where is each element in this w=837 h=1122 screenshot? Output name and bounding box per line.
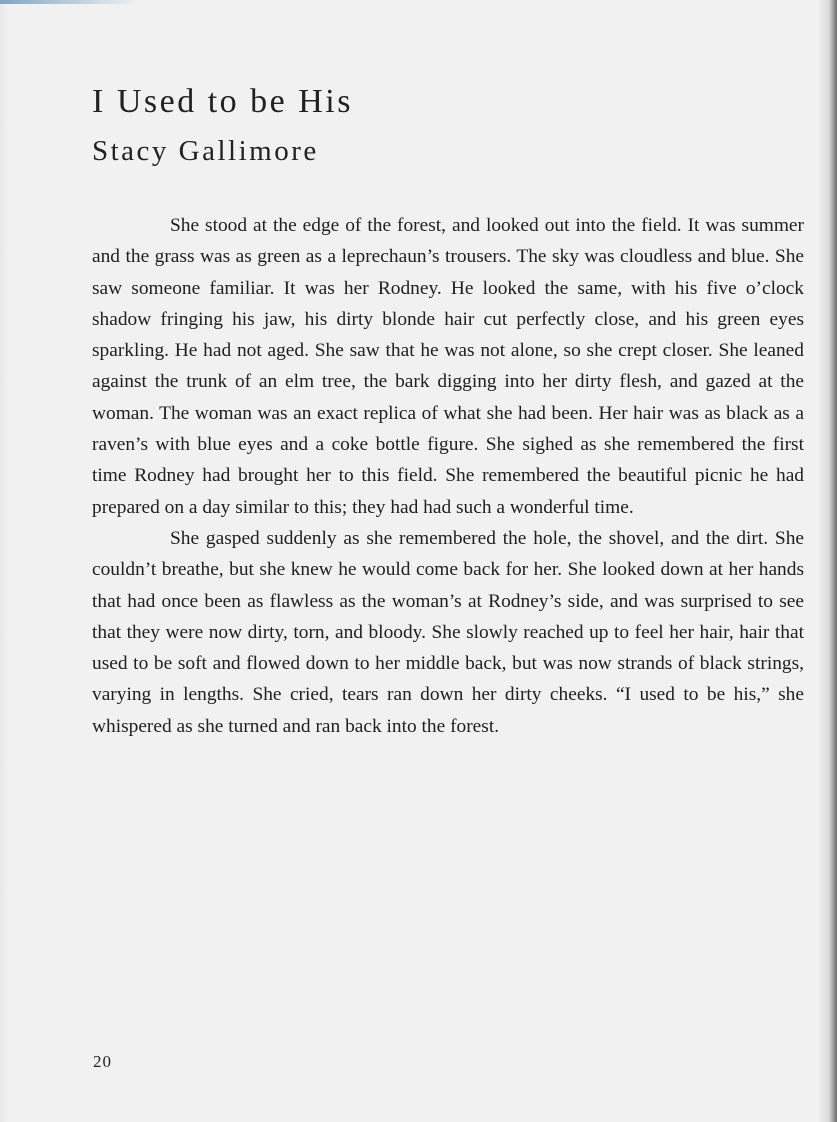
- story-author: Stacy Gallimore: [92, 135, 319, 167]
- story-title: I Used to be His: [92, 83, 353, 120]
- story-paragraph: She stood at the edge of the forest, and looked out into the field. It was summer and the grass was as green as a leprechaun’s trousers. The sky was cloudless and blue. She saw someone familiar. It was her Rodney. He looked the same, with his five o’clock shadow fringing his jaw, his dirty blonde hair cut perfectly close, and his green eyes sparkling. He had not aged. She saw that he was not alone, so she crept closer. She leaned against the trunk of an elm tree, the bark digging into her dirty flesh, and gazed at the woman. The woman was an exact replica of what she had been. Her hair was as black as a raven’s with blue eyes and a coke bottle figure. She sighed as she remembered the first time Rodney had brought her to this field. She remembered the beautiful picnic he had prepared on a day similar to this; they had had such a wonderful time.: [92, 215, 804, 518]
- page-number: 20: [93, 1052, 112, 1071]
- scan-edge-accent: [0, 0, 140, 4]
- story-body: [92, 210, 804, 742]
- page-right-edge-shadow: [817, 0, 837, 1122]
- story-paragraph: She gasped suddenly as she remembered the hole, the shovel, and the dirt. She couldn’t breathe, but she knew he would come back for her. She looked down at her hands that had once been as flawless as the woman’s at Rodney’s side, and was surprised to see that they were now dirty, torn, and bloody. She slowly reached up to feel her hair, hair that used to be soft and flowed down to her middle back, but was now strands of black strings, varying in lengths. She cried, tears ran down her dirty cheeks. “I used to be his,” she whispered as she turned and ran back into the forest.: [92, 527, 804, 737]
- page-content: [92, 80, 804, 742]
- page-left-shadow: [0, 0, 10, 1122]
